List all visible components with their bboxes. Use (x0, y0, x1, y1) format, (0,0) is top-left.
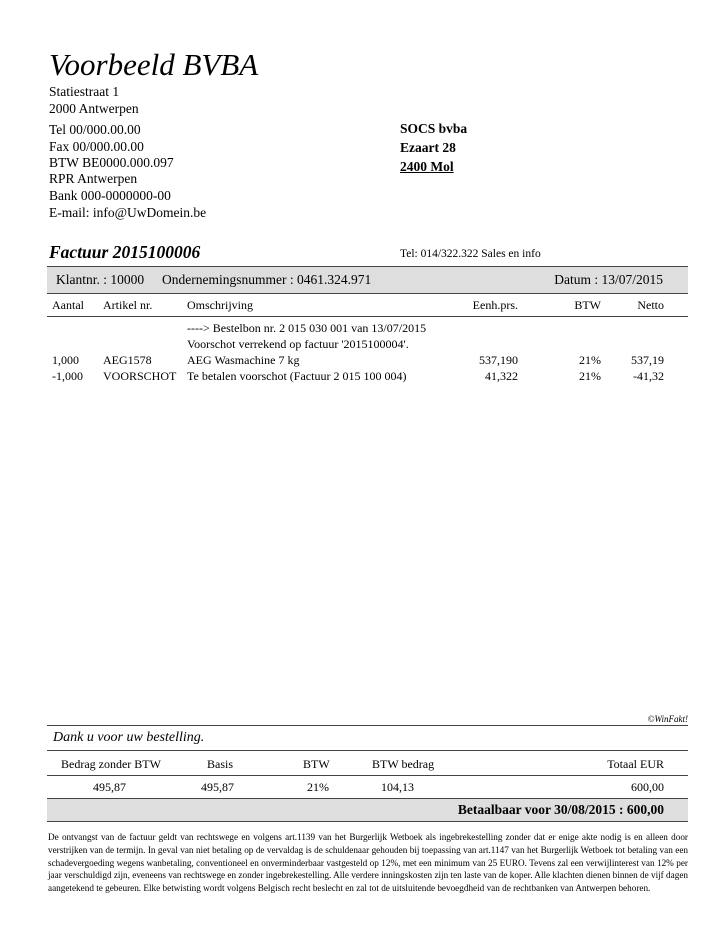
col-omschrijving: Omschrijving (187, 298, 253, 312)
col-artikel: Artikel nr. (103, 298, 153, 312)
thank-you-note: Dank u voor uw bestelling. (53, 730, 205, 745)
sum-header-btw: BTW (303, 757, 330, 771)
sum-header-btw-bedrag: BTW bedrag (372, 757, 435, 771)
line-eenh: 41,322 (485, 369, 518, 383)
sum-totaal: 600,00 (631, 780, 664, 794)
amount-due-bar (47, 798, 688, 822)
company-street: Statiestraat 1 (49, 84, 120, 99)
line-omschrijving: AEG Wasmachine 7 kg (187, 353, 300, 367)
terms-text: De ontvangst van de factuur geldt van rechtswege en volgens art.1139 van het Burgerlijk Wetboek als ingebrekestelling zonder dat er enige akte nodig is en alleen door verstrijken van de termijn. In geval van niet betaling op de vervaldag is de schuldenaar gehouden bij toepassing van art.1147 van het Burgerlijk Wetboek tot betaling van een schadevergoeding wegens wanbetaling, conventioneel en onverminderbaar vastgesteld op 12%, met een minimum van 25 EURO. Tevens zal een verwijlinterest van 12% per jaar verschuldigd zijn, eveneens van rechtswege en zonder ingebrekestelling. Alle verdere inningskosten zijn ten laste van de koper. Alle klachten dienen binnen de vijf dagen aangetekend te gebeuren. Elke betwisting wordt volgens Belgisch recht beslecht en zal tot de uitsluitende bevoegdheid van de rechtbanken van Antwerpen behoren. (48, 832, 688, 894)
line-aantal: 1,000 (52, 353, 79, 367)
line-artikel: VOORSCHOT (103, 369, 177, 383)
customer-number: Klantnr. : 10000 (56, 272, 145, 287)
divider (47, 750, 688, 751)
line-eenh: 537,190 (479, 353, 518, 367)
invoice-info-bar (47, 266, 688, 294)
line-note: Voorschot verrekend op factuur '2015100004'. (187, 337, 409, 351)
invoice-tel: Tel: 014/322.322 Sales en info (400, 248, 541, 260)
sum-header-bedrag: Bedrag zonder BTW (61, 757, 161, 771)
invoice-date: Datum : 13/07/2015 (554, 272, 663, 287)
company-registration-number: Ondernemingsnummer : 0461.324.971 (162, 272, 372, 287)
client-city: 2400 Mol (400, 159, 454, 174)
col-netto: Netto (637, 298, 664, 312)
col-eenh: Eenh.prs. (472, 298, 518, 312)
company-city: 2000 Antwerpen (49, 101, 139, 116)
divider (47, 316, 688, 317)
divider (47, 725, 688, 726)
software-credit: ©WinFakt! (647, 714, 688, 724)
client-street: Ezaart 28 (400, 140, 456, 155)
company-rpr: RPR Antwerpen (49, 171, 138, 186)
sum-header-totaal: Totaal EUR (607, 757, 664, 771)
line-artikel: AEG1578 (103, 353, 152, 367)
line-omschrijving: Te betalen voorschot (Factuur 2 015 100 004) (187, 369, 407, 383)
col-btw: BTW (574, 298, 601, 312)
line-btw: 21% (579, 353, 601, 367)
col-aantal: Aantal (52, 298, 84, 312)
client-name: SOCS bvba (400, 121, 468, 136)
sum-btw: 21% (307, 780, 329, 794)
divider (47, 775, 688, 776)
line-note: ----> Bestelbon nr. 2 015 030 001 van 13/07/2015 (187, 321, 427, 335)
line-btw: 21% (579, 369, 601, 383)
line-aantal: -1,000 (52, 369, 83, 383)
company-tel: Tel 00/000.00.00 (49, 122, 141, 137)
company-email: E-mail: info@UwDomein.be (49, 205, 207, 220)
amount-due: Betaalbaar voor 30/08/2015 : 600,00 (457, 802, 664, 817)
sum-bedrag: 495,87 (93, 780, 126, 794)
sum-btw-bedrag: 104,13 (381, 780, 414, 794)
sum-basis: 495,87 (201, 780, 234, 794)
sum-header-basis: Basis (207, 757, 234, 771)
line-netto: 537,19 (631, 353, 664, 367)
company-vat: BTW BE0000.000.097 (49, 155, 174, 170)
company-fax: Fax 00/000.00.00 (49, 139, 144, 154)
line-netto: -41,32 (633, 369, 664, 383)
company-name: Voorbeeld BVBA (49, 47, 259, 82)
company-bank: Bank 000-0000000-00 (49, 188, 171, 203)
invoice-title: Factuur 2015100006 (49, 242, 201, 262)
